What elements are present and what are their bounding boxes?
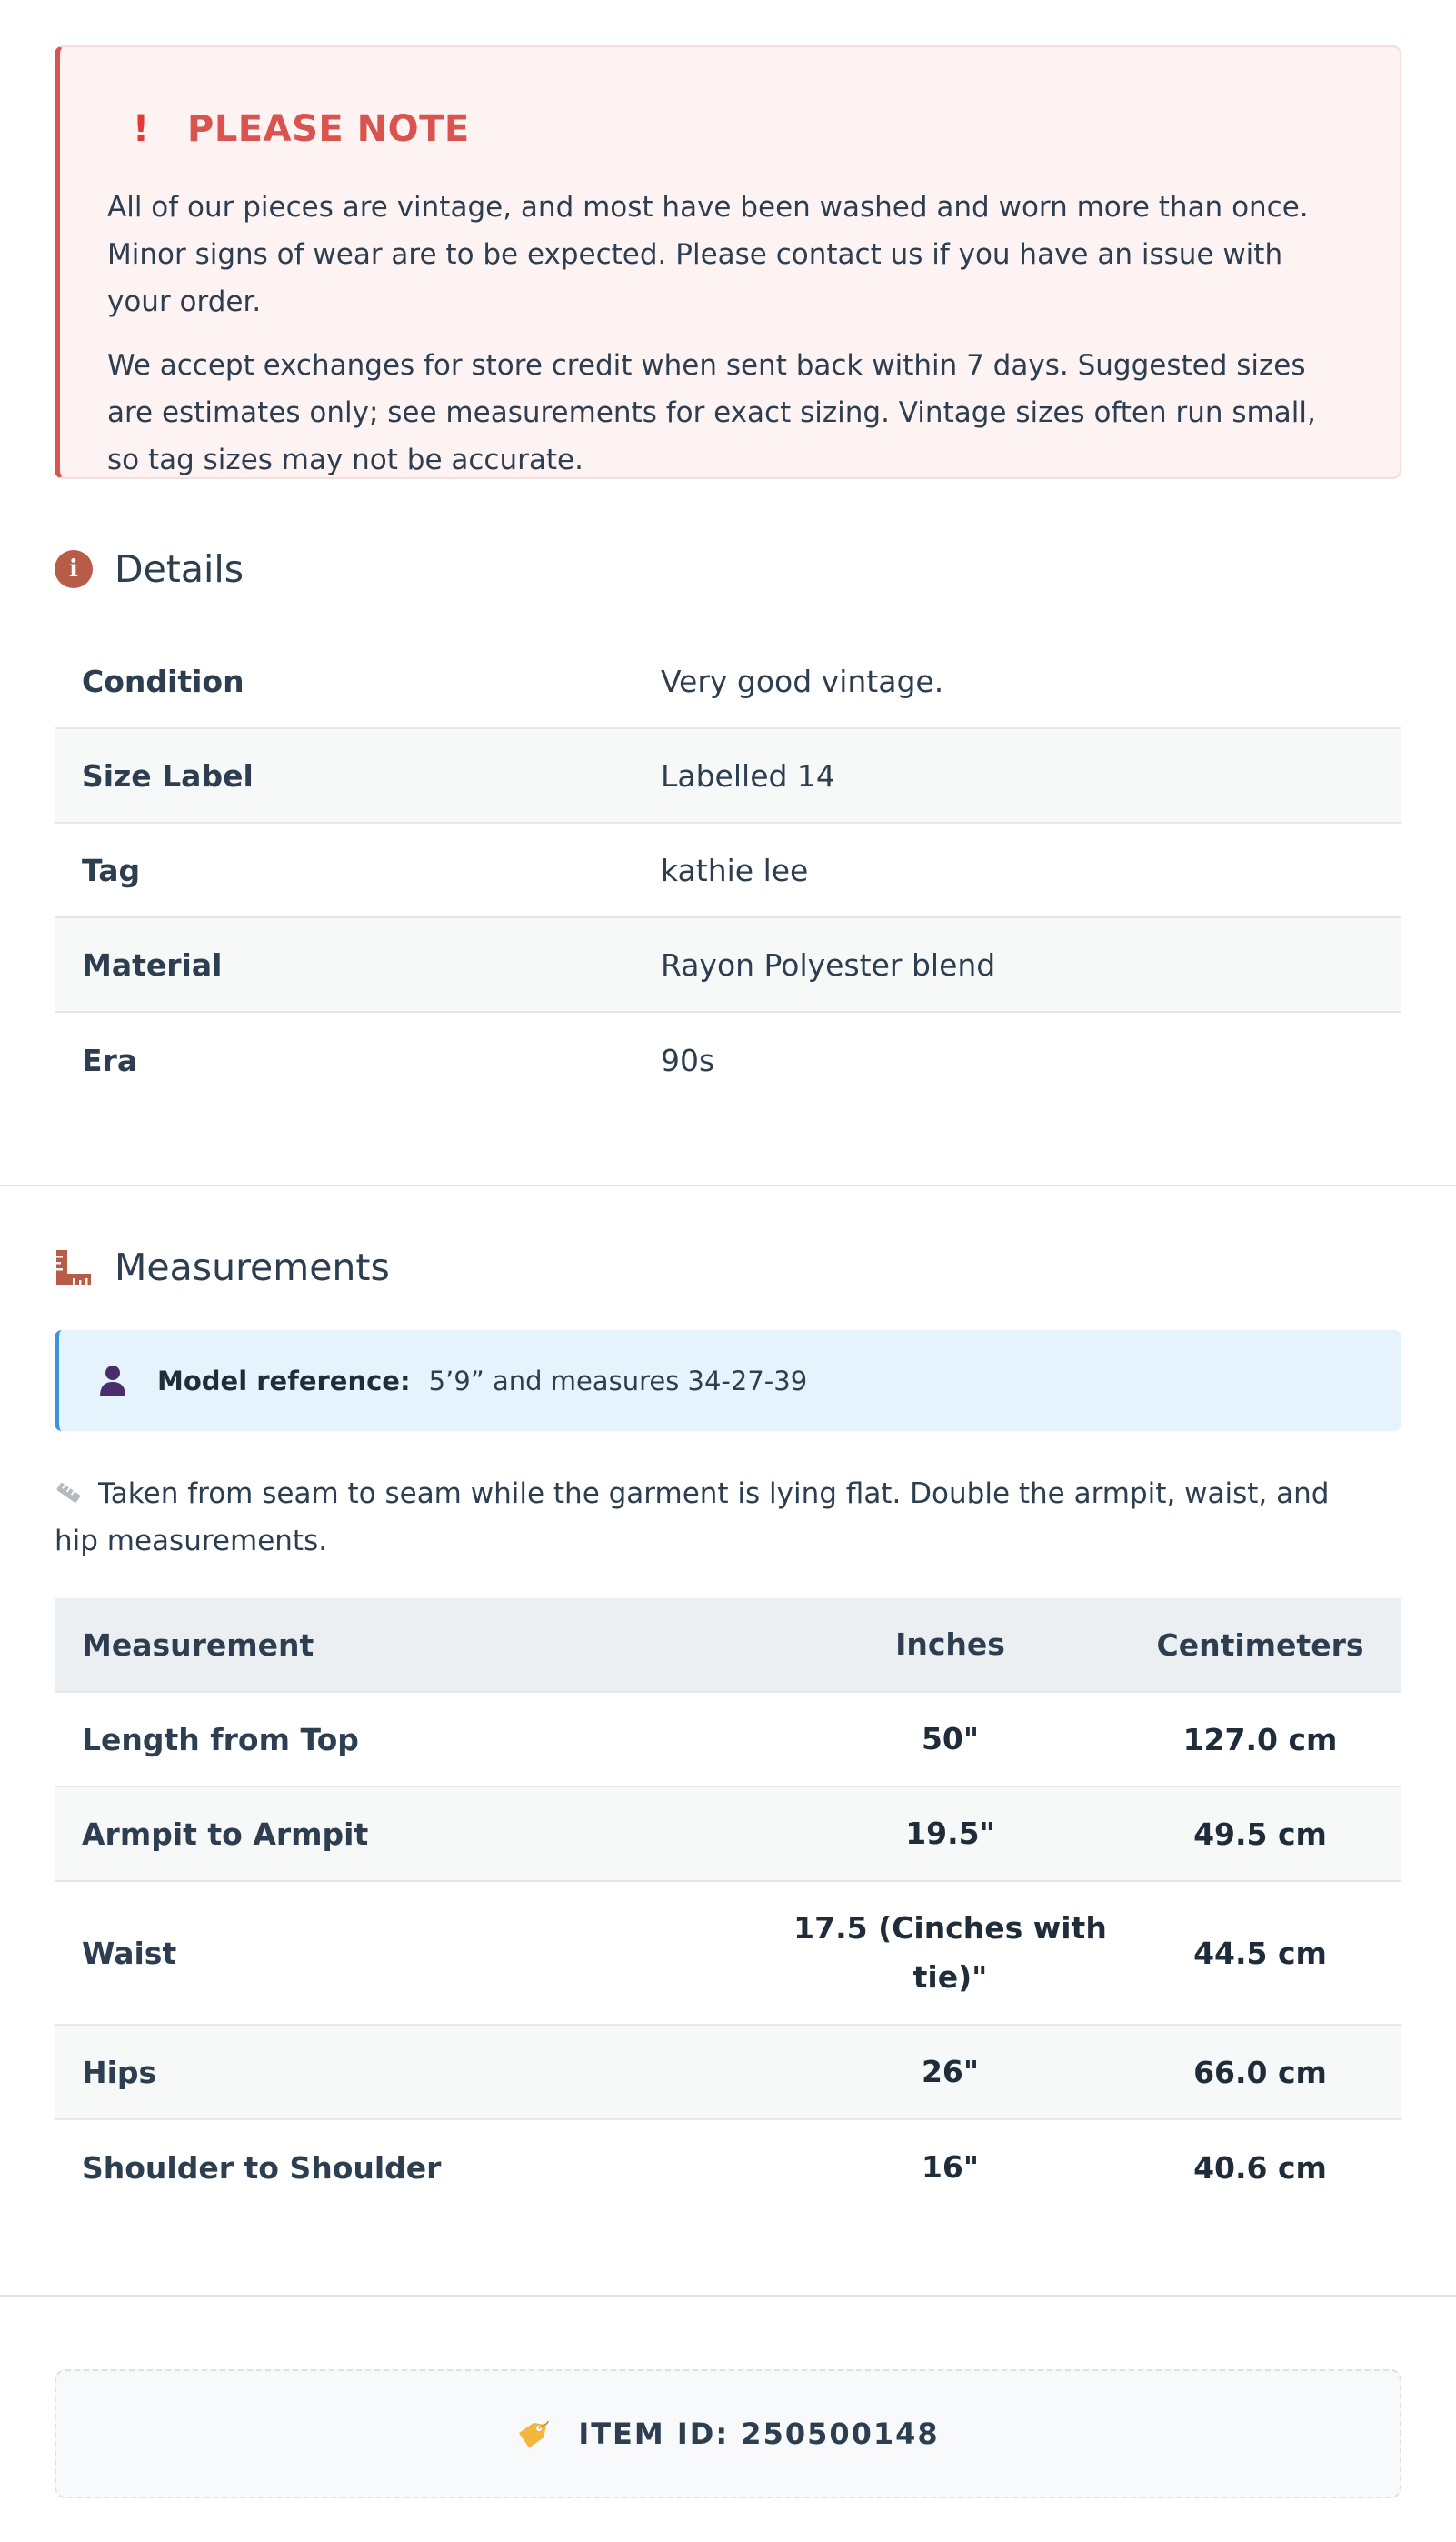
- notice-header: [107, 102, 1352, 156]
- item-id-text: ITEM ID: 250500148: [578, 2417, 940, 2451]
- table-header-row: [55, 1598, 1401, 1693]
- measurement-name: Waist: [82, 1935, 177, 1971]
- notice-paragraph: All of our pieces are vintage, and most have been washed and worn more than once. Minor signs of wear are to be expected. Please contact us if you have an issue with your order.: [107, 191, 1309, 318]
- details-heading: [55, 547, 244, 591]
- table-row: [55, 2120, 1401, 2215]
- measurement-inches: 16": [921, 2149, 980, 2185]
- measurement-cm: 40.6 cm: [1193, 2149, 1327, 2186]
- measurement-name: Shoulder to Shoulder: [82, 2149, 442, 2186]
- details-title: Details: [115, 547, 244, 591]
- measurement-inches: 17.5 (Cinches with tie)": [793, 1910, 1107, 1995]
- measurement-cm: 127.0 cm: [1182, 1721, 1338, 1757]
- please-note-callout: [55, 45, 1401, 479]
- details-value: Rayon Polyester blend: [661, 946, 996, 983]
- details-row: [55, 1013, 1401, 1107]
- measurement-inches: 26": [921, 2054, 980, 2089]
- notice-title: PLEASE NOTE: [187, 108, 470, 150]
- measurement-cm: 49.5 cm: [1193, 1816, 1327, 1852]
- model-reference-callout: [55, 1330, 1401, 1431]
- measurement-inches: 50": [921, 1721, 980, 1756]
- person-icon: [97, 1365, 128, 1397]
- measurement-cm: 66.0 cm: [1193, 2054, 1327, 2090]
- details-key: Era: [82, 1042, 138, 1078]
- measurements-title: Measurements: [115, 1246, 390, 1289]
- model-reference-value: 5’9” and measures 34-27-39: [428, 1365, 808, 1396]
- measurement-note: [55, 1470, 1363, 1565]
- tag-icon: [516, 2418, 551, 2449]
- measurement-name: Length from Top: [82, 1721, 359, 1757]
- details-value: 90s: [661, 1042, 715, 1078]
- info-icon: i: [55, 550, 93, 588]
- table-row: [55, 1882, 1401, 2026]
- measurement-cm: 44.5 cm: [1193, 1935, 1327, 1971]
- measurements-heading: [55, 1246, 390, 1289]
- details-key: Material: [82, 946, 223, 983]
- details-table: [55, 635, 1401, 1107]
- details-key: Tag: [82, 852, 141, 888]
- exclamation-icon: !: [132, 108, 150, 150]
- measurements-table: [55, 1598, 1401, 2215]
- details-value: Labelled 14: [661, 757, 835, 794]
- details-row: [55, 729, 1401, 824]
- details-value: kathie lee: [661, 852, 809, 888]
- notice-paragraph: We accept exchanges for store credit when sent back within 7 days. Suggested sizes are estimates only; see measurements for exact sizing. Vintage sizes often run small, so tag sizes may not be accurate.: [107, 349, 1316, 476]
- pencil-icon: [55, 1481, 85, 1506]
- measurement-note-text: Taken from seam to seam while the garment is lying flat. Double the armpit, waist, and hip measurements.: [55, 1477, 1330, 1557]
- section-divider: [0, 2295, 1456, 2297]
- model-reference-label: Model reference:: [157, 1365, 411, 1396]
- measurement-inches: 19.5": [905, 1816, 995, 1851]
- column-header: Measurement: [82, 1626, 314, 1663]
- item-id-box: [55, 2369, 1401, 2498]
- section-divider: [0, 1185, 1456, 1186]
- table-row: [55, 1693, 1401, 1787]
- details-key: Condition: [82, 663, 244, 699]
- ruler-icon: [55, 1248, 93, 1286]
- details-value: Very good vintage.: [661, 663, 944, 699]
- column-header: Inches: [895, 1626, 1005, 1662]
- details-row: [55, 824, 1401, 918]
- details-row: [55, 635, 1401, 729]
- details-row: [55, 918, 1401, 1013]
- table-row: [55, 1787, 1401, 1882]
- column-header: Centimeters: [1156, 1626, 1364, 1663]
- details-key: Size Label: [82, 757, 254, 794]
- measurement-name: Hips: [82, 2054, 157, 2090]
- table-row: [55, 2026, 1401, 2120]
- measurement-name: Armpit to Armpit: [82, 1816, 369, 1852]
